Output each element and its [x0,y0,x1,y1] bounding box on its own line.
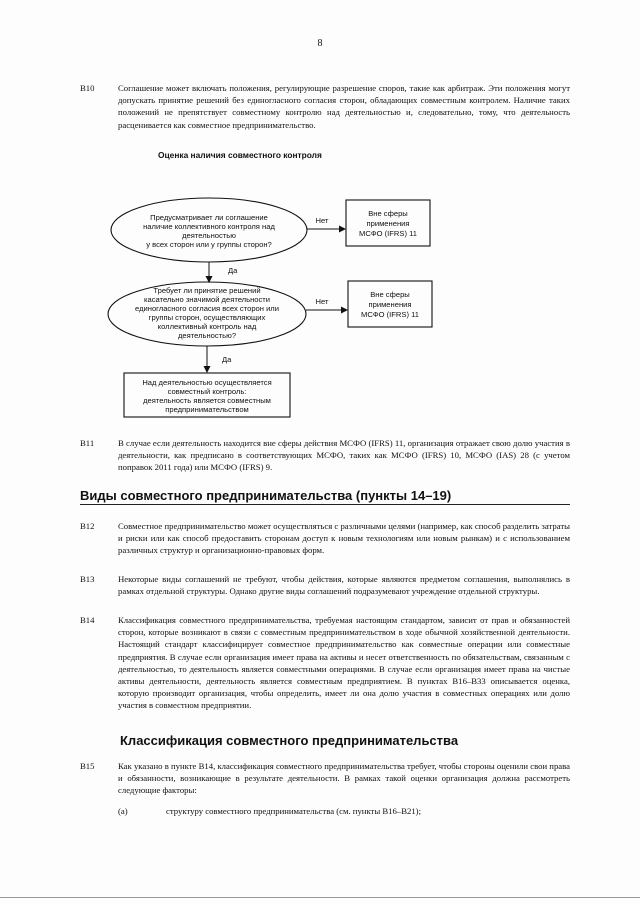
decision-2-line: группы сторон, осуществляющих [148,313,266,322]
outcome-1-line: применения [366,219,410,228]
sub-item-label: (a) [118,806,128,816]
outcome-2-line: МСФО (IFRS) 11 [361,310,419,319]
decision-1-line: у всех сторон или у группы сторон? [146,240,272,249]
paragraph-number: B11 [80,438,95,448]
paragraph-text: Соглашение может включать положения, регулирующие разрешение споров, такие как арбитраж. Эти положения могут допускать принятие решений без единогласного согласия сторон, обладающих совместным контролем. Наличие таких положений не препятствует совместному контролю над деятельностью и, следовательно, тому, что деятельность расценивается как совместное предпринимательство. [118,83,570,130]
paragraph-b15 [80,760,570,797]
section-heading-types: Виды совместного предпринимательства (пункты 14–19) [80,488,452,503]
paragraph-b11 [80,437,570,474]
decision-2-line: деятельностью? [177,331,237,340]
yes-label-1: Да [228,266,238,275]
joint-control-flowchart [0,0,640,430]
paragraph-b13 [80,573,570,597]
section-heading-classification: Классификация совместного предпринимательства [120,733,459,748]
result-line: предпринимательством [165,405,249,414]
outcome-1-line: МСФО (IFRS) 11 [359,229,417,238]
paragraph-text: Некоторые виды соглашений не требуют, чтобы действия, которые являются предметом соглашения, выполнялись в рамках отдельной структуры. Однако другие виды соглашений подразумевают учреждение отдельной структуры. [118,574,570,597]
heading-underline [80,504,570,505]
decision-1-line: деятельностью [182,231,236,240]
sub-item-a [118,805,570,817]
outcome-2-line: Вне сферы [370,290,410,299]
decision-1-line: Предусматривает ли соглашение [150,213,268,222]
sub-item-text: структуру совместного предпринимательства (см. пункты B16–B21); [166,806,421,816]
paragraph-number: B12 [80,521,95,531]
paragraph-number: B14 [80,615,95,625]
decision-2-line: коллективный контроль над [157,322,257,331]
paragraph-b14 [80,614,570,712]
paragraph-number: B15 [80,761,95,771]
outcome-2-line: применения [368,300,412,309]
decision-2-line: Требует ли принятие решений [153,286,261,295]
paragraph-number: B10 [80,83,95,93]
paragraph-text: В случае если деятельность находится вне сферы действия МСФО (IFRS) 11, организация отражает свою долю участия в деятельности, как предписано в соответствующих МСФО, таких как МСФО (IFRS) 10, МСФО (IAS) 28 (с учетом поправок 2011 года) или МСФО (IFRS) 9. [118,438,570,473]
paragraph-text: Совместное предпринимательство может осуществляться с различными целями (например, как способ разделить затраты и риски или как способ предоставить сторонам доступ к новым технологиям или новым рынкам) и с использованием различных структур и организационно-правовых форм. [118,521,570,556]
decision-2-line: касательно значимой деятельности [143,295,271,304]
flowchart-title: Оценка наличия совместного контроля [158,150,322,160]
paragraph-text: Классификация совместного предпринимательства, требуемая настоящим стандартом, зависит от прав и обязанностей сторон, которые возникают в связи с совместным предпринимательством в ходе обычной хозяйственной деятельности. Настоящий стандарт классифицирует совместное предпринимательство как совместные операции или совместные предприятия. В случае если организация имеет права на активы и несет ответственность по обязательствам, связанным с деятельностью, то деятельность является совместными операциями. В случае если организация имеет права на чистые активы деятельности, деятельность является совместным предприятием. В пунктах B16–B33 описывается оценка, которую производит организация, чтобы определить, имеет ли она долю участия в совместных операциях или долю участия в совместном предприятии. [118,615,570,711]
paragraph-b12 [80,520,570,557]
yes-label-2: Да [222,355,232,364]
page-bottom-edge [0,897,640,898]
paragraph-text: Как указано в пункте B14, классификация совместного предпринимательства требует, чтобы стороны оценили свои права и обязанности, возникающие в результате деятельности. В рамках такой оценки организация должна рассмотреть следующие факторы: [118,761,570,796]
decision-1-line: наличие коллективного контроля над [143,222,275,231]
no-label-2: Нет [315,297,329,306]
outcome-1-line: Вне сферы [368,209,408,218]
result-line: Над деятельностью осуществляется [142,378,272,387]
paragraph-number: B13 [80,574,95,584]
result-line: совместный контроль: [167,387,247,396]
result-line: деятельность является совместным [143,396,271,405]
decision-2-line: единогласного согласия всех сторон или [135,304,279,313]
page-number: 8 [317,38,323,49]
no-label-1: Нет [315,216,329,225]
